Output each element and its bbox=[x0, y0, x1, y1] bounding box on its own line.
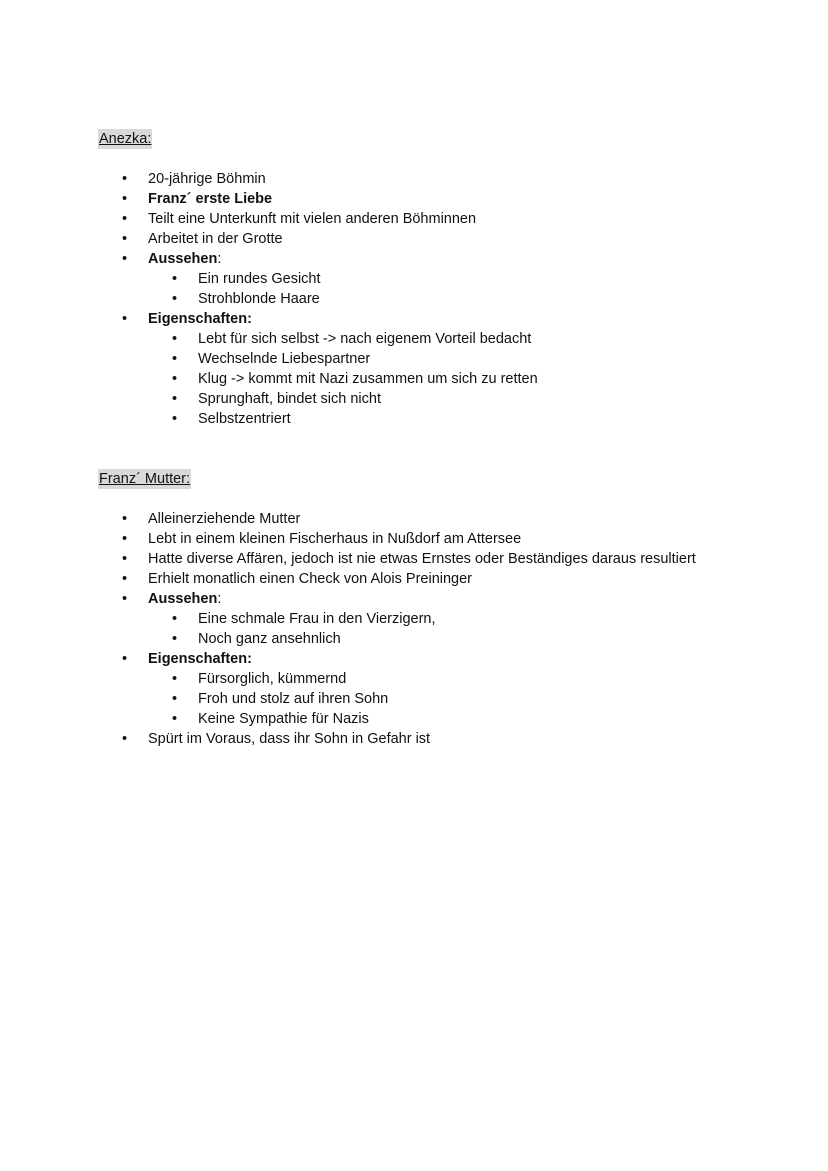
sub-list-item bbox=[148, 629, 798, 649]
list-item bbox=[98, 529, 798, 549]
bullet-icon: • bbox=[172, 351, 178, 367]
section-heading: Anezka: bbox=[99, 131, 152, 147]
sub-item-text: Sprunghaft, bindet sich nicht bbox=[198, 391, 381, 407]
list-item bbox=[98, 189, 798, 209]
bullet-icon: • bbox=[172, 711, 178, 727]
sub-item-text: Noch ganz ansehnlich bbox=[198, 631, 341, 647]
bullet-icon: • bbox=[172, 611, 178, 627]
sub-list bbox=[148, 329, 798, 429]
item-text: Franz´ erste Liebe bbox=[148, 191, 273, 207]
section-franz-mutter bbox=[98, 469, 798, 749]
bullet-list bbox=[98, 509, 798, 749]
sub-item-text: Wechselnde Liebespartner bbox=[198, 351, 371, 367]
item-label: Eigenschaften: bbox=[148, 311, 252, 327]
bullet-icon: • bbox=[122, 251, 128, 267]
item-text: Hatte diverse Affären, jedoch ist nie etwas Ernstes oder Beständiges daraus resultiert bbox=[148, 551, 696, 567]
item-text: Spürt im Voraus, dass ihr Sohn in Gefahr ist bbox=[148, 731, 431, 747]
bullet-icon: • bbox=[122, 651, 128, 667]
list-item bbox=[98, 509, 798, 529]
sub-list-item bbox=[148, 329, 798, 349]
sub-list bbox=[148, 669, 798, 729]
item-text: Arbeitet in der Grotte bbox=[148, 231, 283, 247]
bullet-icon: • bbox=[172, 391, 178, 407]
bullet-icon: • bbox=[122, 511, 128, 527]
bullet-icon: • bbox=[122, 551, 128, 567]
section-heading: Franz´ Mutter: bbox=[99, 471, 191, 487]
list-item bbox=[98, 569, 798, 589]
sub-item-text: Lebt für sich selbst -> nach eigenem Vorteil bedacht bbox=[198, 331, 532, 347]
bullet-list bbox=[98, 169, 798, 429]
sub-item-text: Froh und stolz auf ihren Sohn bbox=[198, 691, 389, 707]
sub-item-text: Klug -> kommt mit Nazi zusammen um sich zu retten bbox=[198, 371, 538, 387]
section-anezka bbox=[98, 129, 798, 429]
sub-item-text: Eine schmale Frau in den Vierzigern, bbox=[198, 611, 436, 627]
bullet-icon: • bbox=[122, 211, 128, 227]
bullet-icon: • bbox=[122, 191, 128, 207]
bullet-icon: • bbox=[122, 171, 128, 187]
item-text: Alleinerziehende Mutter bbox=[148, 511, 301, 527]
item-label-suffix: : bbox=[217, 591, 222, 607]
sub-item-text: Selbstzentriert bbox=[198, 411, 291, 427]
sub-list-item bbox=[148, 389, 798, 409]
sub-list-item bbox=[148, 669, 798, 689]
item-label: Aussehen bbox=[148, 591, 218, 607]
bullet-icon: • bbox=[172, 291, 178, 307]
bullet-icon: • bbox=[122, 731, 128, 747]
bullet-icon: • bbox=[172, 671, 178, 687]
sub-list-item bbox=[148, 349, 798, 369]
bullet-icon: • bbox=[172, 331, 178, 347]
sub-item-text: Fürsorglich, kümmernd bbox=[198, 671, 347, 687]
list-item-eigenschaften bbox=[98, 309, 798, 429]
sub-list-item bbox=[148, 609, 798, 629]
item-label: Aussehen bbox=[148, 251, 218, 267]
bullet-icon: • bbox=[172, 411, 178, 427]
list-item-aussehen bbox=[98, 589, 798, 649]
bullet-icon: • bbox=[122, 231, 128, 247]
list-item-eigenschaften bbox=[98, 649, 798, 729]
bullet-icon: • bbox=[172, 271, 178, 287]
sub-list-item bbox=[148, 409, 798, 429]
item-text: 20-jährige Böhmin bbox=[148, 171, 266, 187]
bullet-icon: • bbox=[122, 531, 128, 547]
bullet-icon: • bbox=[172, 691, 178, 707]
sub-list-item bbox=[148, 369, 798, 389]
list-item bbox=[98, 229, 798, 249]
sub-item-text: Ein rundes Gesicht bbox=[198, 271, 321, 287]
bullet-icon: • bbox=[122, 311, 128, 327]
item-label: Eigenschaften: bbox=[148, 651, 252, 667]
sub-list bbox=[148, 609, 798, 649]
list-item bbox=[98, 209, 798, 229]
sub-list-item bbox=[148, 269, 798, 289]
item-text: Lebt in einem kleinen Fischerhaus in Nußdorf am Attersee bbox=[148, 531, 522, 547]
bullet-icon: • bbox=[172, 371, 178, 387]
list-item bbox=[98, 549, 798, 569]
item-text: Erhielt monatlich einen Check von Alois Preininger bbox=[148, 571, 473, 587]
sub-list-item bbox=[148, 289, 798, 309]
bullet-icon: • bbox=[172, 631, 178, 647]
list-item bbox=[98, 169, 798, 189]
item-text: Teilt eine Unterkunft mit vielen anderen Böhminnen bbox=[148, 211, 477, 227]
bullet-icon: • bbox=[122, 591, 128, 607]
sub-item-text: Strohblonde Haare bbox=[198, 291, 320, 307]
bullet-icon: • bbox=[122, 571, 128, 587]
sub-list-item bbox=[148, 709, 798, 729]
list-item bbox=[98, 729, 798, 749]
sub-list bbox=[148, 269, 798, 309]
list-item-aussehen bbox=[98, 249, 798, 309]
sub-list-item bbox=[148, 689, 798, 709]
item-label-suffix: : bbox=[217, 251, 222, 267]
sub-item-text: Keine Sympathie für Nazis bbox=[198, 711, 369, 727]
